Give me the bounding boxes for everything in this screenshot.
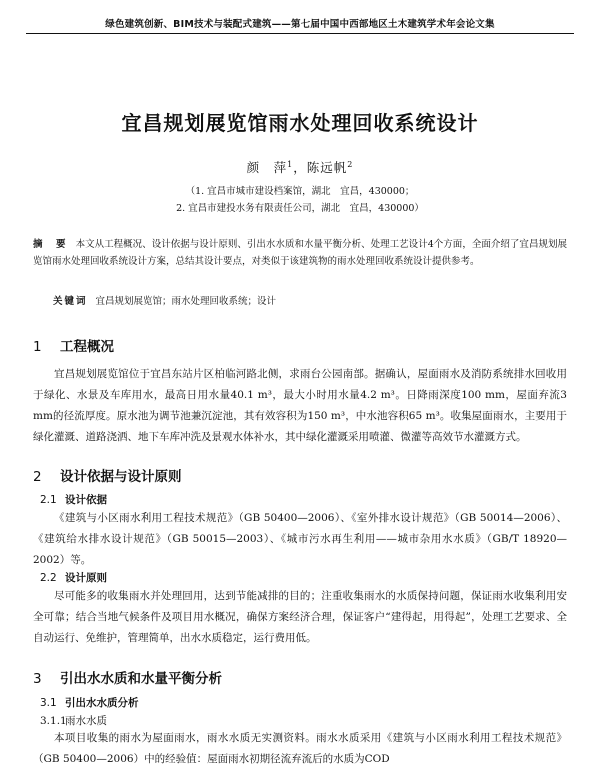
subsection-number: 2.2 (40, 572, 57, 584)
abstract-label: 摘 要 (33, 239, 68, 250)
body-paragraph: 《建筑与小区雨水利用工程技术规范》（GB 50400—2006）、《室外排水设计规范》（GB 50014—2006）、《建筑给水排水设计规范》（GB 50015—2003）、《城市污水再生利用——城市杂用水水质》（GB/T 18920—2002）等。 (33, 512, 567, 566)
subsection-title: 设计原则 (65, 572, 107, 584)
abstract (33, 236, 567, 270)
subsubsection-heading (40, 713, 107, 728)
affiliation-mark: 2 (347, 159, 354, 169)
section-number: 2 (33, 469, 42, 485)
body-paragraph: 尽可能多的收集雨水并处理回用，达到节能减排的目的；注重收集雨水的水质保持问题，保证雨水收集利用安全可靠；结合当地气候条件及项目用水概况，确保方案经济合理，保证客户“建得起，用得起”，处理工艺要求、全自动运行、免维护，管理简单，出水水质稳定，运行费用低。 (33, 590, 567, 644)
subsection-number: 3.1 (40, 697, 57, 709)
section-title: 设计依据与设计原则 (60, 469, 182, 485)
keywords (53, 293, 567, 307)
keywords-label: 关键词 (53, 296, 88, 307)
section-heading (33, 465, 182, 485)
paper-title: 宜昌规划展览馆雨水处理回收系统设计 (121, 111, 479, 135)
keywords-text: 宜昌规划展览馆；雨水处理回收系统；设计 (95, 296, 277, 307)
body-paragraph: 本项目收集的雨水为屋面雨水，雨水水质无实测资料。雨水水质采用《建筑与小区雨水利用工程技术规范》（GB 50400—2006）中的经验值：屋面雨水初期径流弃流后的水质为COD (33, 732, 567, 765)
subsection-heading (40, 695, 139, 710)
abstract-text: 本文从工程概况、设计依据与设计原则、引出水水质和水量平衡分析、处理工艺设计4个方面，全面介绍了宜昌规划展览馆雨水处理回收系统设计方案，总结其设计要点，对类似于该建筑物的雨水处理回收系统设计提供参考。 (33, 239, 567, 267)
section-title: 工程概况 (60, 339, 114, 355)
subsubsection-title: 雨水水质 (65, 715, 107, 727)
running-header: 绿色建筑创新、BIM技术与装配式建筑——第七届中国中西部地区土木建筑学术年会论文集 (105, 19, 495, 30)
section-number: 1 (33, 339, 42, 355)
section-number: 3 (33, 671, 42, 687)
section-heading (33, 667, 222, 687)
subsubsection-number: 3.1.1 (40, 715, 67, 727)
section-title: 引出水水质和水量平衡分析 (60, 671, 222, 687)
author-name: 陈远帆 (306, 160, 348, 175)
body-paragraph: 宜昌规划展览馆位于宜昌东站片区柏临河路北侧，求雨台公园南部。据确认，屋面雨水及消防系统排水回收用于绿化、水景及车库用水，最高日用水量40.1 m³，最大小时用水量4.2 m³。日降雨深度100 mm，屋面弃流3 mm的径流厚度。原水池为调节池兼沉淀池，其有效容积为150 m³，中水池容积65 m³。收集屋面雨水，主要用于绿化灌溉、道路浇洒、地下车库冲洗及景观水体补水，其中绿化灌溉采用喷灌、微灌等高效节水灌溉方式。 (33, 368, 567, 443)
affiliation-mark: 1 (287, 159, 294, 169)
subsection-title: 引出水水质分析 (65, 697, 139, 709)
subsection-number: 2.1 (40, 494, 57, 506)
subsection-heading (40, 492, 107, 507)
section-heading (33, 335, 114, 355)
subsection-title: 设计依据 (65, 494, 107, 506)
author-separator: ， (293, 160, 307, 175)
affiliation: （1. 宜昌市城市建设档案馆，湖北 宜昌，430000； (185, 186, 415, 197)
affiliation: 2. 宜昌市建投水务有限责任公司，湖北 宜昌，430000） (176, 203, 424, 214)
subsection-heading (40, 570, 107, 585)
header-rule (26, 33, 574, 34)
author-line (0, 158, 600, 176)
author-name: 颜 萍 (246, 160, 288, 175)
